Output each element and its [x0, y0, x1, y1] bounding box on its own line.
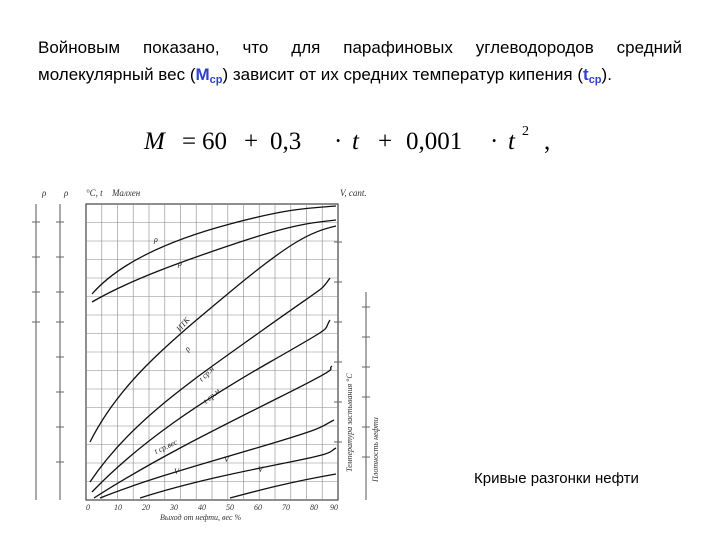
plot-grid	[86, 204, 338, 500]
x-tick-0: 0	[86, 503, 90, 512]
figure-caption: Кривые разгонки нефти	[474, 470, 639, 487]
curve-label-6: t ср.м	[201, 386, 222, 406]
text-part-2: ) зависит от их средних температур кипения (	[222, 65, 584, 84]
curve-density-upper	[92, 206, 336, 294]
t-symbol: t	[583, 65, 589, 84]
formula-dot-1: ·	[334, 128, 343, 155]
curve-label-4: ρ	[182, 344, 193, 354]
formula-exponent: 2	[522, 124, 529, 139]
curve-viscosity-3	[230, 474, 336, 498]
x-tick-2: 20	[142, 503, 150, 512]
curve-density-lower	[92, 220, 336, 302]
formula-coefficient-2: 0,001	[406, 128, 463, 155]
formula-comma: ,	[544, 128, 551, 155]
curve-label-2: ρ	[178, 259, 182, 268]
curve-label-5: t ср.н	[197, 364, 216, 384]
curve-itk	[90, 226, 336, 442]
x-tick-6: 60	[254, 503, 262, 512]
x-tick-8: 80	[310, 503, 318, 512]
curve-label-1: ρ	[154, 235, 158, 244]
x-tick-3: 30	[170, 503, 178, 512]
curve-label-8: V	[174, 467, 179, 476]
x-tick-1: 10	[114, 503, 122, 512]
text-part-3: ).	[601, 65, 612, 84]
curve-viscosity-1	[100, 420, 334, 498]
curve-t-mean-2	[92, 320, 330, 492]
curve-label-3: ИТК	[174, 315, 192, 334]
formula-dot-2: ·	[490, 128, 499, 155]
x-tick-4: 40	[198, 503, 206, 512]
formula-variable-1: t	[352, 128, 359, 155]
x-tick-9: 90	[330, 503, 338, 512]
x-tick-7: 70	[282, 503, 290, 512]
right-axis-title-1: Температура застывания °С	[345, 373, 354, 472]
header-left-1: ρ	[42, 188, 47, 198]
distillation-curves-figure	[30, 182, 386, 522]
mean-molecular-weight-symbol	[195, 65, 222, 84]
formula-equals: =	[182, 128, 197, 155]
x-tick-5: 50	[226, 503, 234, 512]
right-axis-title-2: Плотность нефти	[371, 417, 380, 482]
formula-lhs: M	[144, 128, 165, 155]
curve-label-9: V	[224, 455, 229, 464]
header-mid: Малхен	[112, 188, 141, 198]
formula-variable-2: t	[508, 128, 515, 155]
header-left-3: °С, t	[86, 188, 103, 198]
header-right: V, cant.	[340, 188, 367, 198]
x-axis-title: Выход от нефти, вес %	[160, 513, 242, 522]
molecular-weight-formula	[144, 124, 574, 164]
mean-boiling-temperature-symbol	[583, 65, 602, 84]
header-left-2: ρ	[64, 188, 69, 198]
formula-coefficient-1: 0,3	[270, 128, 302, 155]
m-subscript: ср	[209, 74, 223, 86]
formula-plus-1: +	[244, 128, 259, 155]
t-subscript: ср	[588, 74, 602, 86]
curve-label-10: V	[258, 465, 263, 474]
m-symbol: M	[195, 65, 210, 84]
left-scale-ticks	[32, 222, 64, 462]
formula-constant: 60	[202, 128, 227, 155]
curve-label-7: t ср.вес	[153, 437, 179, 456]
formula-plus-2: +	[378, 128, 393, 155]
text-part-1: Войновым показано, что для парафиновых углеводородов средний молекулярный вес (	[38, 38, 682, 84]
description-paragraph	[38, 34, 682, 94]
